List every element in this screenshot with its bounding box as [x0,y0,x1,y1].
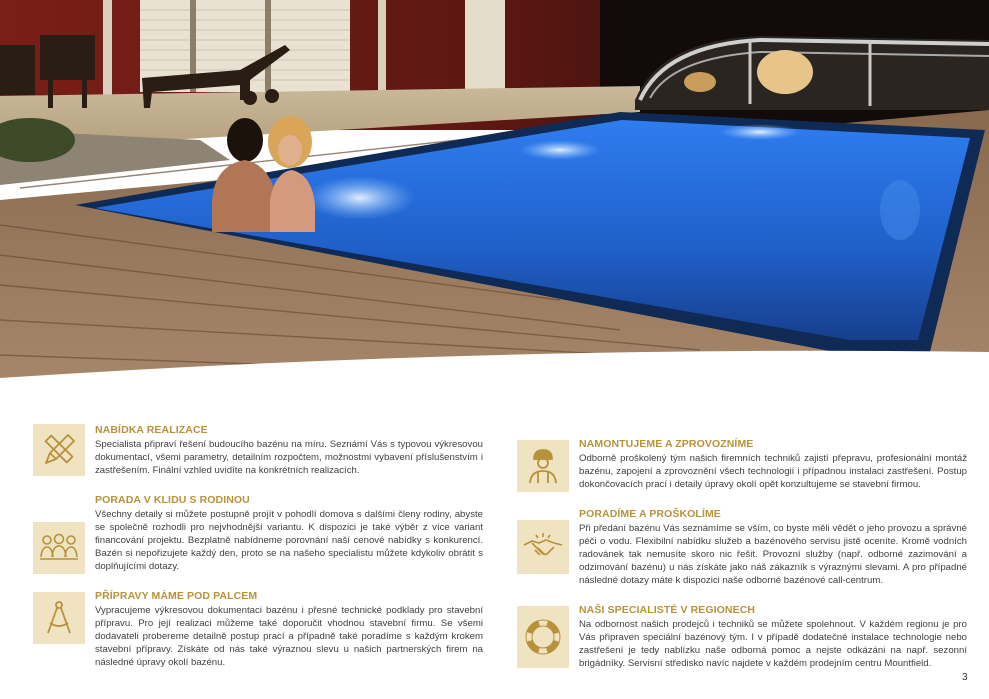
feature-offer-text: Specialista připraví řešení budoucího bazénu na míru. Seznámí Vás s typovou výkresovou dokumentací, všemi parametry, detailním rozpočtem, možnostmi vybavení příslušenstvím i zastřešením. Finální vzhled uvidíte na konkrétních realizacích. [95,439,483,477]
pencil-ruler-icon [40,431,78,469]
feature-install-text: Odborně proškolený tým našich firemních techniků zajistí přepravu, profesionální montáž bazénu, zapojení a zprovoznění všech technologií i případnou instalaci zastřešení. Postup dokončovacích prací i detaily úpravy okolí opět konzultujeme se stavební firmou. [579,453,967,491]
feature-training-text: Při předání bazénu Vás seznámíme se vším, co byste měli vědět o jeho provozu a správné péči o vodu. Flexibilní nabídku služeb a bazénového servisu jistě oceníte. Kromě vodních radovánek tak nemusíte skoro nic řešit. Provozní služby (např. odborné zazimování a odzimování bazénu) u nás získáte jako náš zákazník s výraznými slevami. A pro případné následné dotazy máte k dispozici naše odborné bazénové call-centrum. [579,523,967,587]
feature-install-title: NAMONTUJEME A ZPROVOZNÍME [579,438,754,450]
compass-icon [42,599,76,637]
feature-family-title: PORADA V KLIDU S RODINOU [95,494,250,506]
family-icon [38,531,80,565]
feature-install [517,438,967,498]
feature-specialists-text: Na odbornost našich prodejců i techniků se můžete spolehnout. V každém regionu je pro Vás připraven speciální bazénový tým. I v případě dodatečné instalace technologie nebo zastřešení je tedy nablízku naše odborná pomoc a nejste odkázáni na např. sezonní brigádníky. Servisní středisko navíc najdete v každém prodejním centru Mountfield. [579,619,967,670]
handshake-icon [522,531,564,563]
worker-tile [517,440,569,492]
compass-tile [33,592,85,644]
lifebuoy-tile [517,606,569,668]
feature-preparation-text: Vypracujeme výkresovou dokumentaci bazénu i přesné technické podklady pro stavební přípravu. Pro její realizaci můžeme také doporučit vhodnou stavební firmu. Se všemi dodavateli probereme detailně postup prací a případně také poradíme s každým krokem stavební přípravy. Získáte od nás také výraznou slevu u našich partnerských firem na následné úpravy okolí bazénu. [95,605,483,669]
lifebuoy-icon [524,618,562,656]
feature-family [33,494,483,584]
feature-preparation-title: PŘÍPRAVY MÁME POD PALCEM [95,590,258,602]
pencil-ruler-tile [33,424,85,476]
feature-offer-title: NABÍDKA REALIZACE [95,424,208,436]
worker-icon [525,447,561,485]
feature-family-text: Všechny detaily si můžete postupně projít v pohodlí domova s dalšími členy rodiny, abyste se společně rozhodli pro nejvhodnější variantu. K dispozici je také výběr z více variant financování projektu. Bezplatně nabídneme porovnání naší cenové nabídky s konkurencí. Bazén si nepořizujete každý den, proto se na našeho specialistu můžete kdykoliv obrátit s doplňujícími dotazy. [95,509,483,573]
feature-offer [33,424,483,484]
content-section [0,400,989,699]
feature-training [517,508,967,598]
page-number: 3 [962,672,968,683]
feature-preparation [33,590,483,675]
handshake-tile [517,520,569,574]
family-tile [33,522,85,574]
feature-specialists [517,604,967,679]
feature-specialists-title: NAŠI SPECIALISTÉ V REGIONECH [579,604,756,616]
feature-training-title: PORADÍME A PROŠKOLÍME [579,508,721,520]
